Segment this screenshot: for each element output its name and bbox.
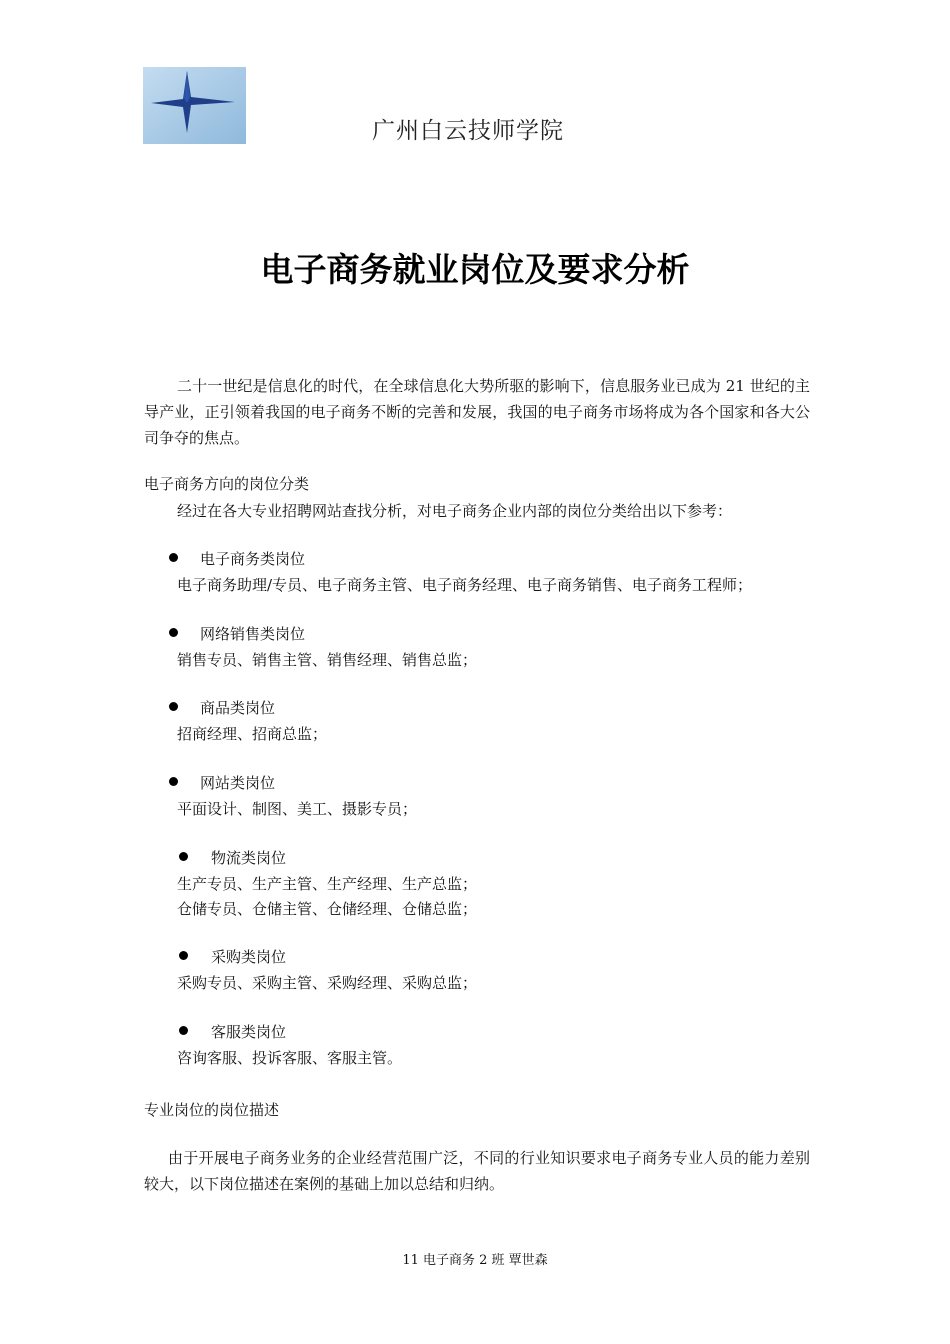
bullet-icon	[169, 553, 178, 562]
bullet-icon	[179, 951, 188, 960]
section-lead: 经过在各大专业招聘网站查找分析，对电子商务企业内部的岗位分类给出以下参考：	[177, 502, 733, 520]
bullet-icon	[169, 702, 178, 711]
school-logo	[143, 67, 246, 144]
document-title: 电子商务就业岗位及要求分析	[260, 250, 690, 289]
category-label: 电子商务类岗位	[200, 550, 306, 568]
category-label: 网站类岗位	[200, 774, 276, 792]
category-roles: 生产专员、生产主管、生产经理、生产总监；	[177, 875, 478, 893]
page-footer: 11 电子商务 2 班 覃世森	[402, 1253, 548, 1268]
category-label: 网络销售类岗位	[200, 625, 306, 643]
section-heading-classification: 电子商务方向的岗位分类	[144, 475, 310, 493]
category-roles: 咨询客服、投诉客服、客服主管。	[177, 1049, 403, 1067]
category-roles: 平面设计、制图、美工、摄影专员；	[177, 800, 418, 818]
section-heading-description: 专业岗位的岗位描述	[144, 1101, 280, 1119]
category-label: 客服类岗位	[211, 1023, 287, 1041]
category-roles: 招商经理、招商总监；	[177, 725, 328, 743]
intro-paragraph: 二十一世纪是信息化的时代，在全球信息化大势所驱的影响下，信息服务业已成为 21 世纪的主导产业，正引领着我国的电子商务不断的完善和发展，我国的电子商务市场将成为各个国家和各大公司争夺的焦点。	[144, 377, 810, 447]
category-label: 商品类岗位	[200, 699, 276, 717]
category-roles: 仓储专员、仓储主管、仓储经理、仓储总监；	[177, 900, 478, 918]
bullet-icon	[169, 777, 178, 786]
bullet-icon	[179, 852, 188, 861]
institution-name: 广州白云技师学院	[372, 118, 564, 144]
category-roles: 采购专员、采购主管、采购经理、采购总监；	[177, 974, 478, 992]
category-label: 物流类岗位	[211, 849, 287, 867]
category-roles: 销售专员、销售主管、销售经理、销售总监；	[177, 651, 478, 669]
category-roles: 电子商务助理/专员、电子商务主管、电子商务经理、电子商务销售、电子商务工程师；	[177, 576, 753, 594]
star-compass-logo-icon	[143, 67, 246, 144]
bullet-icon	[169, 628, 178, 637]
description-paragraph: 由于开展电子商务业务的企业经营范围广泛，不同的行业知识要求电子商务专业人员的能力差别较大，以下岗位描述在案例的基础上加以总结和归纳。	[144, 1149, 810, 1193]
bullet-icon	[179, 1026, 188, 1035]
category-label: 采购类岗位	[211, 948, 287, 966]
